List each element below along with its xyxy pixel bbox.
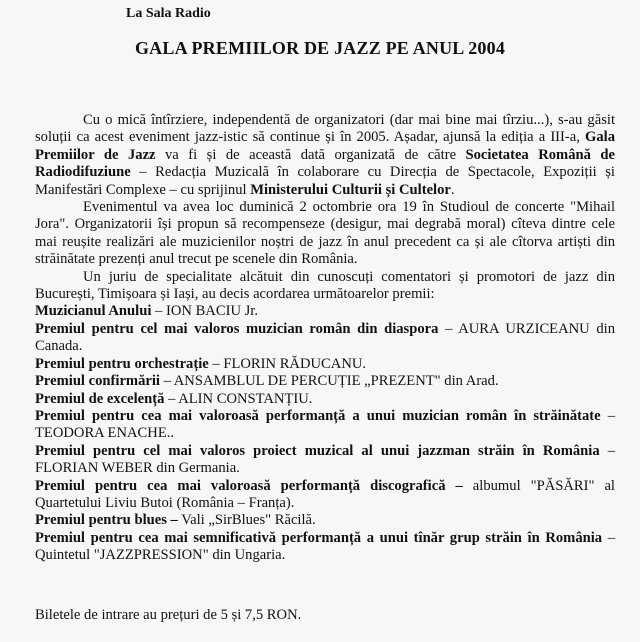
awards-list <box>35 303 615 564</box>
award-item <box>35 512 615 529</box>
award-name: Premiul pentru orchestrație <box>35 355 209 372</box>
award-name: Premiul confirmării <box>35 373 160 390</box>
intro-text: Cu o mică întîrziere, independentă de organizatori (dar mai bine mai tîrziu...), s-au găsit soluții ca acest eveniment jazz-istic să continue și în 2005. Așadar, ajunsă la ediția a III-a, <box>35 112 615 146</box>
award-item <box>35 530 615 565</box>
article-body <box>35 112 615 565</box>
event-name: Gala Premiilor de Jazz <box>35 129 615 163</box>
intro-text: . <box>450 181 455 198</box>
award-name: Premiul pentru cel mai valoros proiect muzical al unui jazzman străin în România <box>35 442 600 459</box>
award-item <box>35 443 615 478</box>
award-item <box>35 356 615 373</box>
award-name: Premiul de excelență <box>35 390 165 407</box>
award-name: Muzicianul Anului <box>35 303 152 320</box>
award-item <box>35 391 615 408</box>
award-winner: – FLORIAN WEBER din Germania. <box>35 442 615 477</box>
award-name: Premiul pentru blues – <box>35 512 178 529</box>
award-winner: albumul "PĂSĂRI" al Quartetului Liviu Butoi (România – Franța). <box>35 477 615 511</box>
award-name: Premiul pentru cea mai valoroasă performanță discografică – <box>35 477 463 494</box>
intro-text: – Redacția Muzicală în colaborare cu Direcția de Spectacole, Expoziții și Manifestări Complexe – cu sprijinul <box>35 164 615 198</box>
award-winner: – AURA URZICEANU din Canada. <box>35 320 615 355</box>
award-winner: – ANSAMBLUL DE PERCUȚIE „PREZENT" din Arad. <box>159 373 499 390</box>
award-winner: – ION BACIU Jr. <box>151 303 259 320</box>
award-item <box>35 373 615 390</box>
award-winner: – ALIN CONSTANȚIU. <box>164 390 313 407</box>
award-name: Premiul pentru cea mai valoroasă performanță a unui muzician român în străinătate <box>35 407 601 424</box>
award-winner: – FLORIN RĂDUCANU. <box>208 355 367 372</box>
organizer-name: Societatea Română de Radiodifuziune <box>35 146 615 181</box>
award-winner: – Quintetul "JAZZPRESSION" din Ungaria. <box>35 529 615 564</box>
award-item <box>35 303 615 320</box>
award-name: Premiul pentru cea mai semnificativă performanță a unui tînăr grup străin în România <box>35 529 603 546</box>
award-name: Premiul pentru cel mai valoros muzician român din diaspora <box>35 320 439 337</box>
intro-paragraph-3: Un juriu de specialitate alcătuit din cunoscuți comentatori și promotori de jazz din București, Timișoara și Iași, au decis acordarea următoarelor premii: <box>35 268 615 303</box>
section-label: La Sala Radio <box>126 6 211 21</box>
award-item <box>35 408 615 443</box>
intro-paragraph-2: Evenimentul va avea loc duminică 2 octombrie ora 19 în Studioul de concerte "Mihail Jora". Organizatorii își propun să recompenseze (desigur, mai degrabă moral) cîteva dintre cele mai reușite realizări ale muzicienilor noștri de jazz în anul precedent ca și ale cîtorva artiști din străinătate prezenți anul trecut pe scenele din România. <box>35 199 615 268</box>
intro-text: va fi și de această dată organizată de către <box>155 146 466 163</box>
document-title: GALA PREMIILOR DE JAZZ PE ANUL 2004 <box>134 38 506 58</box>
award-item <box>35 321 615 356</box>
sponsor-name: Ministerului Culturii și Cultelor <box>250 181 451 198</box>
intro-paragraph-1 <box>35 112 615 199</box>
ticket-price-note: Biletele de intrare au prețuri de 5 și 7,5 RON. <box>35 607 302 623</box>
award-winner: Vali „SirBlues" Răcilă. <box>177 512 316 529</box>
award-item <box>35 478 615 513</box>
award-winner: – TEODORA ENACHE.. <box>35 407 615 442</box>
